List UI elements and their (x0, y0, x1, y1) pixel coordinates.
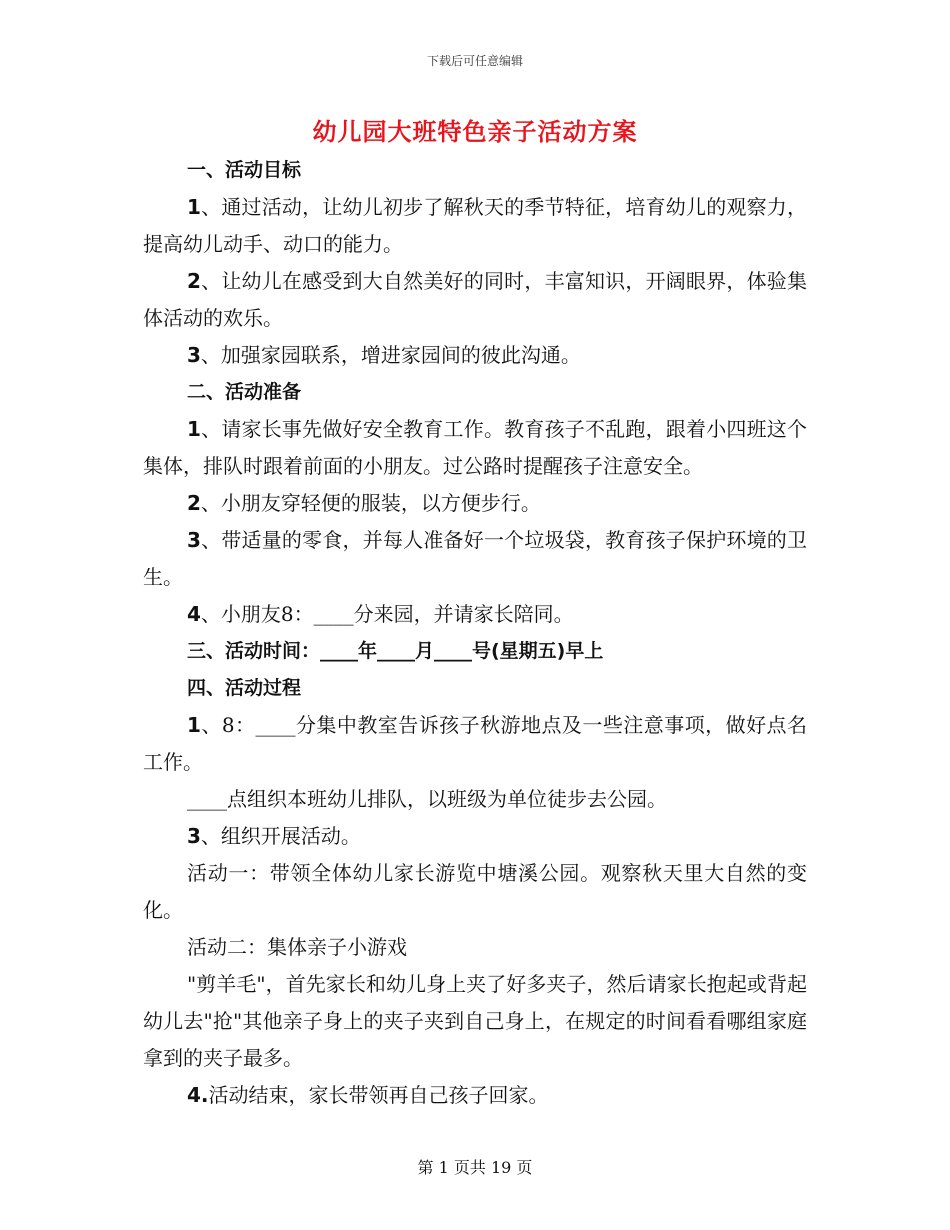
goal-2-text: 、让幼儿在感受到大自然美好的同时，丰富知识，开阔眼界，体验集体活动的欢乐。 (143, 269, 807, 330)
document-body (143, 152, 807, 1114)
section-heading-goal: 一、活动目标 (187, 159, 302, 181)
process-item-1 (143, 707, 807, 781)
prep-3-text: 、带适量的零食，并每人准备好一个垃圾袋，教育孩子保护环境的卫生。 (143, 528, 807, 589)
goal-1-number: 1 (187, 195, 201, 219)
prep-1-number: 1 (187, 417, 201, 441)
proc-1-number: 1 (187, 713, 201, 737)
goal-3-text: 、加强家园联系，增进家园间的彼此沟通。 (200, 343, 581, 367)
process-item-4 (143, 1077, 807, 1114)
process-item-2: ____点组织本班幼儿排队，以班级为单位徒步去公园。 (187, 787, 667, 811)
prep-item-1 (143, 411, 807, 485)
prep-4-number: 4 (187, 602, 201, 626)
prep-3-number: 3 (187, 528, 201, 552)
goal-item-1 (143, 189, 807, 263)
section-heading-prep: 二、活动准备 (187, 381, 302, 403)
prep-item-4 (143, 596, 807, 633)
activity-2: 活动二：集体亲子小游戏 (187, 935, 407, 959)
prep-2-text: 、小朋友穿轻便的服装，以方便步行。 (200, 491, 541, 515)
proc-4-text: 活动结束，家长带领再自己孩子回家。 (208, 1083, 549, 1107)
goal-2-number: 2 (187, 269, 201, 293)
game-description: "剪羊毛"，首先家长和幼儿身上夹了好多夹子，然后请家长抱起或背起幼儿去"抢"其他亲子身上的夹子夹到自己身上，在规定的时间看看哪组家庭拿到的夹子最多。 (143, 972, 807, 1070)
document-title: 幼儿园大班特色亲子活动方案 (312, 118, 638, 146)
section-heading-process: 四、活动过程 (187, 677, 302, 699)
process-item-3 (143, 818, 807, 855)
goal-item-3 (143, 337, 807, 374)
proc-1-text: 、8：____分集中教室告诉孩子秋游地点及一些注意事项，做好点名工作。 (143, 713, 807, 774)
prep-1-text: 、请家长事先做好安全教育工作。教育孩子不乱跑，跟着小四班这个集体，排队时跟着前面的小朋友。过公路时提醒孩子注意安全。 (143, 417, 807, 478)
prep-2-number: 2 (187, 491, 201, 515)
page-footer: 第 1 页共 19 页 (417, 1158, 533, 1177)
prep-item-3 (143, 522, 807, 596)
proc-3-text: 、组织开展活动。 (200, 824, 361, 848)
section-heading-time: 三、活动时间：____年____月____号(星期五)早上 (187, 640, 604, 662)
activity-1: 活动一：带领全体幼儿家长游览中塘溪公园。观察秋天里大自然的变化。 (143, 861, 807, 922)
header-note: 下载后可任意编辑 (426, 54, 523, 68)
goal-item-2 (143, 263, 807, 337)
goal-1-text: 、通过活动，让幼儿初步了解秋天的季节特征，培育幼儿的观察力，提高幼儿动手、动口的能力。 (143, 195, 807, 256)
prep-4-text: 、小朋友8：____分来园，并请家长陪同。 (200, 602, 574, 626)
goal-3-number: 3 (187, 343, 201, 367)
prep-item-2 (143, 485, 807, 522)
proc-4-number: 4. (187, 1083, 209, 1107)
proc-3-number: 3 (187, 824, 201, 848)
